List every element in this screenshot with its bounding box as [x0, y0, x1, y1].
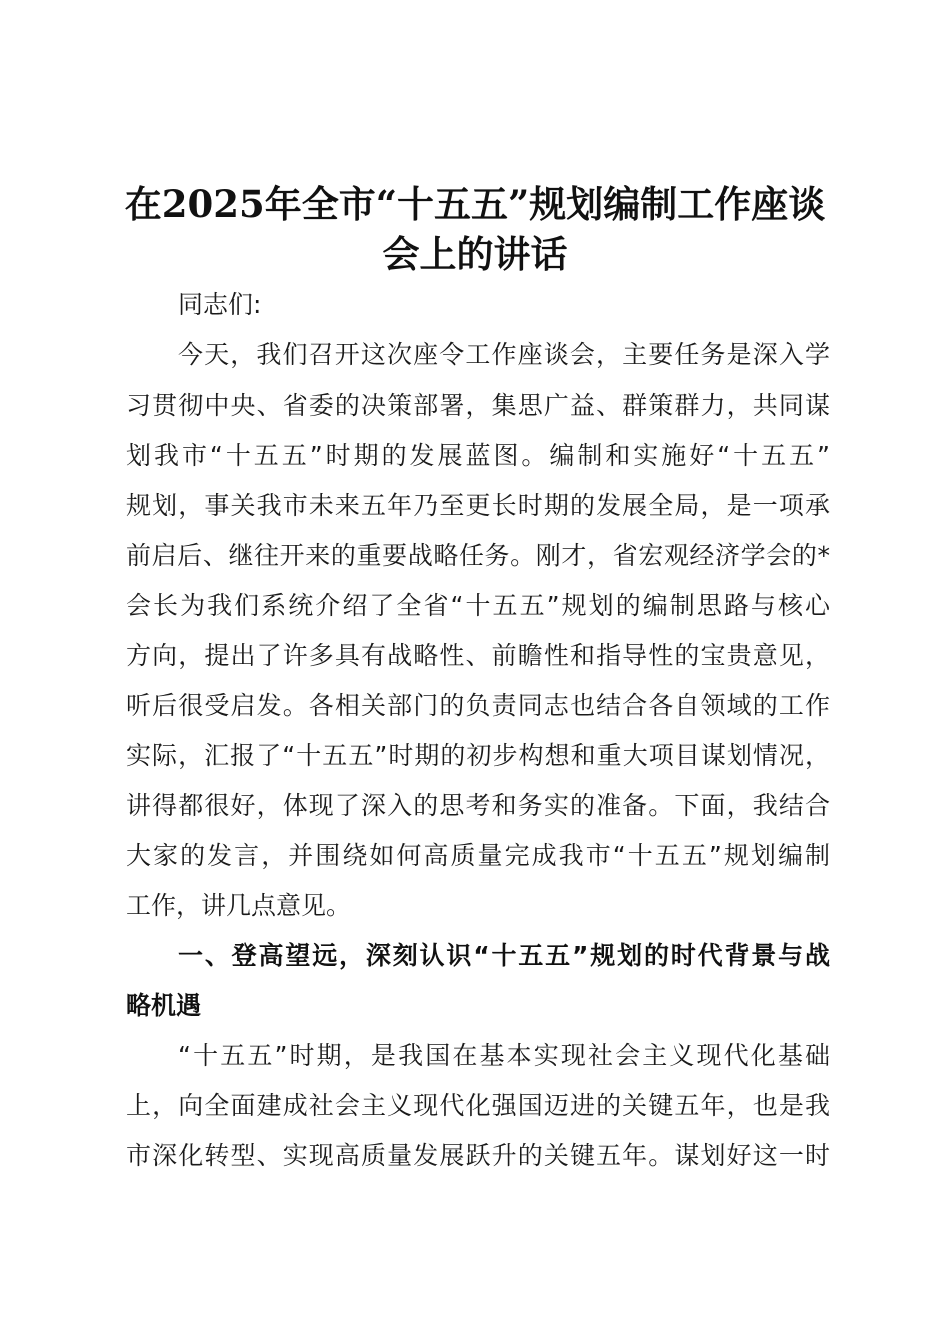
paragraph-line: 今天，我们召开这次座令工作座谈会，主要任务是深入学: [178, 340, 830, 369]
paragraph-line: 听后很受启发。各相关部门的负责同志也结合各自领域的工作: [126, 691, 830, 720]
paragraph-line: 会长为我们系统介绍了全省“十五五”规划的编制思路与核心: [126, 591, 830, 620]
heading-line: 一、登高望远，深刻认识“十五五”规划的时代背景与战: [178, 941, 830, 970]
document-title-line-2: 会上的讲话: [382, 232, 568, 276]
paragraph-line: 实际，汇报了“十五五”时期的初步构想和重大项目谋划情况，: [126, 741, 830, 770]
paragraph-line: 规划，事关我市未来五年乃至更长时期的发展全局，是一项承: [126, 491, 830, 520]
document-title-line-1: 在2025年全市“十五五”规划编制工作座谈: [124, 182, 826, 226]
paragraph-line: 工作，讲几点意见。: [126, 891, 352, 920]
paragraph-line: 大家的发言，并围绕如何高质量完成我市“十五五”规划编制: [126, 841, 830, 870]
paragraph-line: 上，向全面建成社会主义现代化强国迈进的关键五年，也是我: [126, 1091, 830, 1120]
paragraph-line: 前启后、继往开来的重要战略任务。刚才，省宏观经济学会的*: [126, 541, 830, 570]
heading-line: 略机遇: [126, 991, 202, 1020]
paragraph-line: 划我市“十五五”时期的发展蓝图。编制和实施好“十五五”: [126, 441, 830, 470]
paragraph-line: “十五五”时期，是我国在基本实现社会主义现代化基础: [178, 1041, 830, 1070]
salutation: 同志们:: [178, 290, 262, 319]
paragraph-line: 讲得都很好，体现了深入的思考和务实的准备。下面，我结合: [126, 791, 830, 820]
paragraph-line: 习贯彻中央、省委的决策部署，集思广益、群策群力，共同谋: [126, 391, 830, 420]
paragraph-line: 方向，提出了许多具有战略性、前瞻性和指导性的宝贵意见，: [126, 641, 830, 670]
paragraph-line: 市深化转型、实现高质量发展跃升的关键五年。谋划好这一时: [126, 1141, 830, 1170]
